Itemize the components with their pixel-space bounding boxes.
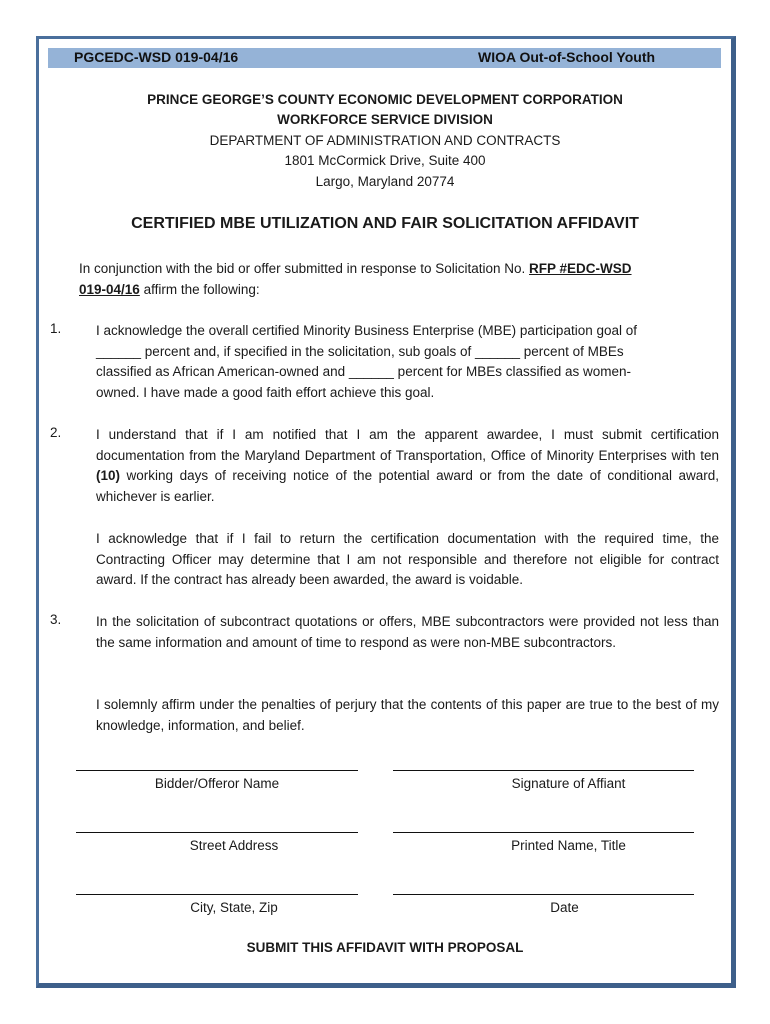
org-address-city: Largo, Maryland 20774 (315, 174, 455, 189)
signature-line[interactable] (393, 770, 694, 771)
item-3-paragraph: In the solicitation of subcontract quotations or offers, MBE subcontractors were provided not less than the same information and amount of time to respond as were non-MBE subcontractors. (96, 614, 719, 650)
intro-text-after: affirm the following: (139, 281, 260, 297)
rfp-number-part1: RFP #EDC-WSD (529, 261, 632, 276)
rfp-number-part2: 019-04/16 (79, 281, 140, 297)
printed-name-line[interactable] (393, 832, 694, 833)
submit-instruction: SUBMIT THIS AFFIDAVIT WITH PROPOSAL (246, 940, 524, 955)
item-2-text-after: working days of receiving notice of the potential award or from the date of conditional award, whichever is earlier. (96, 468, 719, 504)
item-2-paragraph (96, 425, 719, 507)
date-label: Date (550, 900, 579, 915)
item-number-2: 2. (50, 425, 62, 440)
item-2-paragraph-2: I acknowledge that if I fail to return the certification documentation with the required time, the Contracting Officer may determine that I am not responsible and therefore not eligible for contract award. If the contract has already been awarded, the award is voidable. (96, 531, 719, 587)
city-state-zip-line[interactable] (76, 894, 358, 895)
item-1-line-2: ______ percent and, if specified in the solicitation, sub goals of ______ percent of MBEs (96, 343, 624, 359)
item-2-bold-days: (10) (96, 468, 121, 483)
item-1-line-3: classified as African American-owned and ______ percent for MBEs classified as women- (96, 364, 632, 379)
header-doc-id: PGCEDC-WSD 019-04/16 (74, 49, 239, 65)
document-title: CERTIFIED MBE UTILIZATION AND FAIR SOLICITATION AFFIDAVIT (131, 215, 639, 232)
item-number-3: 3. (50, 612, 62, 627)
signature-label: Signature of Affiant (511, 776, 626, 791)
intro-paragraph (79, 259, 704, 300)
item-2-text-before: I understand that if I am notified that I am the apparent awardee, I must submit certification documentation from the Maryland Department of Transportation, Office of Minority Enterprises with ten (96, 427, 719, 463)
city-state-zip-label: City, State, Zip (190, 900, 278, 915)
date-line[interactable] (393, 894, 694, 895)
intro-text-before: In conjunction with the bid or offer submitted in response to Solicitation No. (79, 261, 530, 276)
org-address-street: 1801 McCormick Drive, Suite 400 (284, 153, 486, 168)
item-number-1: 1. (50, 321, 62, 336)
street-address-line[interactable] (76, 832, 358, 833)
street-address-label: Street Address (189, 838, 279, 853)
item-1-paragraph (96, 321, 721, 403)
item-1-line-1: I acknowledge the overall certified Minority Business Enterprise (MBE) participation goal of (96, 323, 638, 338)
affirmation-paragraph: I solemnly affirm under the penalties of perjury that the contents of this paper are true to the best of my knowledge, information, and belief. (96, 697, 719, 733)
org-name: PRINCE GEORGE’S COUNTY ECONOMIC DEVELOPMENT CORPORATION (147, 92, 623, 107)
item-1-line-4: owned. I have made a good faith effort achieve this goal. (96, 384, 435, 400)
bidder-name-line[interactable] (76, 770, 358, 771)
bidder-name-label: Bidder/Offeror Name (154, 776, 280, 791)
printed-name-label: Printed Name, Title (511, 838, 626, 853)
org-division: WORKFORCE SERVICE DIVISION (277, 112, 493, 127)
org-department: DEPARTMENT OF ADMINISTRATION AND CONTRACTS (209, 133, 561, 148)
header-program: WIOA Out-of-School Youth (478, 49, 656, 65)
